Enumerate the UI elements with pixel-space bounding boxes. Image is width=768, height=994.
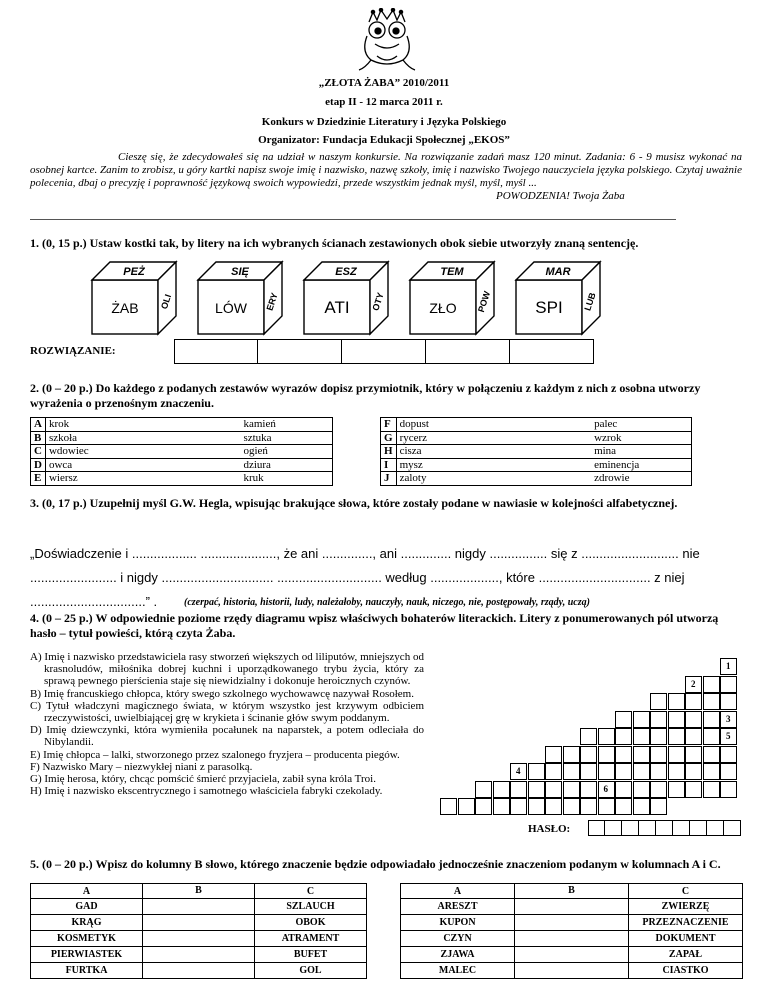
- word-set-row: [381, 445, 692, 459]
- col-a-cell: CZYN: [401, 931, 515, 947]
- task4-clues: [30, 651, 424, 797]
- word-2: wzrok: [591, 431, 691, 445]
- col-a-cell: ZJAWA: [401, 947, 515, 963]
- crossword-cell[interactable]: [685, 728, 702, 745]
- crossword-cell[interactable]: [510, 781, 527, 798]
- col-b-answer[interactable]: [143, 931, 255, 947]
- crossword-cell[interactable]: [510, 798, 527, 815]
- col-b-answer[interactable]: [143, 915, 255, 931]
- crossword-cell[interactable]: [458, 798, 475, 815]
- crossword-cell[interactable]: [493, 798, 510, 815]
- clue: G) Imię herosa, który, chcąc pomścić śmierć przyjaciela, zabił syna króla Troi.: [30, 773, 376, 786]
- col-c-cell: BUFET: [255, 947, 367, 963]
- crossword-cell[interactable]: [440, 798, 457, 815]
- table-row: [31, 931, 367, 947]
- col-b-answer[interactable]: [143, 947, 255, 963]
- password-boxes: [588, 820, 741, 836]
- contest-name: Konkurs w Dziedzinie Literatury i Języka Polskiego: [261, 116, 507, 128]
- word-1: wiersz: [45, 472, 115, 486]
- col-c-cell: PRZEZNACZENIE: [629, 915, 743, 931]
- word-1: wdowiec: [45, 445, 115, 459]
- cube-top-text: SIĘ: [231, 266, 249, 278]
- row-letter: F: [381, 418, 397, 432]
- crossword-cell[interactable]: [668, 746, 685, 763]
- row-letter: D: [31, 458, 46, 472]
- crossword-cell[interactable]: [633, 711, 650, 728]
- col-b-answer[interactable]: [515, 963, 629, 979]
- crossword-number: 2: [691, 678, 696, 689]
- word-set-row: [31, 458, 333, 472]
- crossword-cell[interactable]: [580, 728, 597, 745]
- word-1: rycerz: [396, 431, 456, 445]
- adjective-slot[interactable]: [456, 472, 591, 486]
- col-a-cell: ARESZT: [401, 899, 515, 915]
- task2-prompt: 2. (0 – 20 p.) Do każdego z podanych zestawów wyrazów dopisz przymiotnik, który w połączeniu z każdym z nich z osobna utworzy wyrażenia o przenośnym znaczeniu.: [30, 381, 701, 410]
- crossword-cell[interactable]: [703, 781, 720, 798]
- table-row: [401, 899, 743, 915]
- crossword-cell[interactable]: [650, 693, 667, 710]
- cube-top-text: PEŻ: [123, 266, 145, 278]
- clue: E) Imię chłopca – lalki, stworzonego przez szalonego fryzjera – producenta piegów.: [30, 748, 400, 761]
- crossword-cell[interactable]: [633, 763, 650, 780]
- task5-table-right: [400, 883, 743, 979]
- password-box[interactable]: [724, 820, 741, 836]
- adjective-slot[interactable]: [115, 418, 240, 432]
- crossword-cell[interactable]: [685, 676, 702, 693]
- clue: C) Tytuł władczyni magicznego świata, w którym wszystko jest krzywym odbiciem rzeczywistości, uwielbiającej grę w krykieta i ścinanie głów swym poddanym.: [30, 699, 424, 725]
- crossword-cell[interactable]: [685, 746, 702, 763]
- crossword-cell[interactable]: [528, 781, 545, 798]
- table-row: [31, 963, 367, 979]
- adjective-slot[interactable]: [456, 431, 591, 445]
- table-row: [31, 899, 367, 915]
- crossword-cell[interactable]: [545, 746, 562, 763]
- crossword-cell[interactable]: [615, 728, 632, 745]
- col-a-cell: MALEC: [401, 963, 515, 979]
- clue: B) Imię francuskiego chłopca, który swego szkolnego wychowawcę nazywał Rosołem.: [30, 687, 414, 700]
- crossword-cell[interactable]: [545, 798, 562, 815]
- word-set-row: [31, 431, 333, 445]
- crossword-cell[interactable]: [615, 781, 632, 798]
- frog-logo: [355, 8, 419, 74]
- contest-organizer: Organizator: Fundacja Edukacji Społecznej „EKOS”: [258, 134, 510, 146]
- word-1: cisza: [396, 445, 456, 459]
- password-label: HASŁO:: [528, 823, 571, 835]
- table-row: [401, 931, 743, 947]
- crossword-cell[interactable]: [563, 781, 580, 798]
- crossword-cell[interactable]: [703, 711, 720, 728]
- adjective-slot[interactable]: [115, 472, 240, 486]
- crossword-cell[interactable]: [598, 763, 615, 780]
- row-letter: C: [31, 445, 46, 459]
- col-a-cell: KOSMETYK: [31, 931, 143, 947]
- crossword-cell[interactable]: [720, 676, 737, 693]
- adjective-slot[interactable]: [115, 458, 240, 472]
- word-2: eminencja: [591, 458, 691, 472]
- col-c-cell: DOKUMENT: [629, 931, 743, 947]
- dice-cube: [304, 262, 388, 334]
- crossword-cell[interactable]: [633, 728, 650, 745]
- cube-front-text: ZŁO: [429, 300, 457, 316]
- table-row: [401, 947, 743, 963]
- task5-table-left: [30, 883, 367, 979]
- crossword-number: 4: [516, 766, 521, 776]
- word-1: owca: [45, 458, 115, 472]
- answer-box[interactable]: [510, 339, 594, 364]
- clue: F) Nazwisko Mary – niezwykłej niani z parasolką.: [30, 760, 253, 773]
- word-2: zdrowie: [591, 472, 691, 486]
- cube-top-text: MAR: [545, 266, 571, 278]
- word-1: zaloty: [396, 472, 456, 486]
- crossword-cell[interactable]: [545, 781, 562, 798]
- answer-box[interactable]: [174, 339, 258, 364]
- crossword-cell[interactable]: [720, 711, 737, 728]
- col-a-cell: GAD: [31, 899, 143, 915]
- col-c-cell: OBOK: [255, 915, 367, 931]
- word-set-row: [31, 472, 333, 486]
- crossword-cell[interactable]: [685, 781, 702, 798]
- col-a-cell: FURTKA: [31, 963, 143, 979]
- password-box[interactable]: [639, 820, 656, 836]
- col-b-answer[interactable]: [515, 931, 629, 947]
- word-1: dopust: [396, 418, 456, 432]
- word-2: sztuka: [240, 431, 332, 445]
- word-set-row: [381, 431, 692, 445]
- word-2: kamień: [240, 418, 332, 432]
- crossword-cell[interactable]: [598, 746, 615, 763]
- word-set-row: [381, 458, 692, 472]
- task3-line1: „Doświadczenie i .................. ....................., że ani .............., ani .............. nigdy ................ się z ........................... nie: [30, 546, 700, 561]
- cube-side-text: POW: [475, 289, 493, 314]
- col-c-cell: ZAPAŁ: [629, 947, 743, 963]
- table-row: [401, 963, 743, 979]
- row-letter: J: [381, 472, 397, 486]
- crossword-cell[interactable]: [703, 693, 720, 710]
- closing-text: POWODZENIA! Twoja Żaba: [496, 190, 625, 202]
- crossword-cell[interactable]: [580, 798, 597, 815]
- col-b-header: B: [515, 884, 629, 899]
- password-box[interactable]: [673, 820, 690, 836]
- task3-words: (czerpać, historia, historii, ludy, należałoby, nauczyły, nauk, niczego, nie, postępowały, rządy, uczą): [184, 597, 590, 608]
- crossword-cell[interactable]: [668, 693, 685, 710]
- crossword-cell[interactable]: [720, 728, 737, 745]
- crossword-cell[interactable]: [668, 711, 685, 728]
- word-set-row: [381, 472, 692, 486]
- crossword-cell[interactable]: [598, 728, 615, 745]
- crossword-cell[interactable]: [703, 746, 720, 763]
- col-c-cell: CIASTKO: [629, 963, 743, 979]
- answer-box[interactable]: [258, 339, 342, 364]
- word-1: szkoła: [45, 431, 115, 445]
- answer-box[interactable]: [426, 339, 510, 364]
- answer-boxes: [174, 339, 594, 364]
- crossword-cell[interactable]: [615, 763, 632, 780]
- task3-line2: ........................ i nigdy ............................... ............................. według ..................., które ............................... z niej: [30, 570, 685, 585]
- crossword-cell[interactable]: [720, 781, 737, 798]
- crossword-cell[interactable]: [650, 746, 667, 763]
- crossword-grid: [440, 650, 740, 820]
- adjective-slot[interactable]: [456, 445, 591, 459]
- contest-stage: etap II - 12 marca 2011 r.: [325, 96, 443, 108]
- crossword-cell[interactable]: [650, 781, 667, 798]
- cube-side-text: OLI: [158, 293, 174, 311]
- password-box[interactable]: [690, 820, 707, 836]
- crossword-cell[interactable]: [668, 728, 685, 745]
- col-b-answer[interactable]: [515, 915, 629, 931]
- crossword-cell[interactable]: [615, 746, 632, 763]
- word-1: krok: [45, 418, 115, 432]
- crossword-cell[interactable]: [703, 763, 720, 780]
- col-a-cell: KUPON: [401, 915, 515, 931]
- crossword-cell[interactable]: [650, 798, 667, 815]
- crossword-cell[interactable]: [563, 798, 580, 815]
- crossword-cell[interactable]: [528, 798, 545, 815]
- password-box[interactable]: [707, 820, 724, 836]
- col-c-header: C: [629, 884, 743, 899]
- crossword-cell[interactable]: [545, 763, 562, 780]
- col-c-cell: ZWIERZĘ: [629, 899, 743, 915]
- word-set-row: [381, 418, 692, 432]
- cube-front-text: SPI: [535, 298, 563, 317]
- dice-cube: [516, 262, 600, 334]
- crossword-number: 3: [726, 713, 731, 724]
- col-c-cell: SZLAUCH: [255, 899, 367, 915]
- crossword-number: 1: [726, 661, 731, 671]
- task5-prompt: 5. (0 – 20 p.) Wpisz do kolumny B słowo, którego znaczenie będzie odpowiadało jednocześnie znaczeniom podanym w kolumnach A i C.: [30, 857, 721, 871]
- clue: H) Imię i nazwisko ekscentrycznego i samotnego właściciela fabryki czekolady.: [30, 785, 383, 798]
- col-c-cell: GOL: [255, 963, 367, 979]
- crossword-cell[interactable]: [615, 711, 632, 728]
- col-a-header: A: [401, 884, 515, 899]
- adjective-slot[interactable]: [115, 445, 240, 459]
- crossword-cell[interactable]: [650, 728, 667, 745]
- crossword-cell[interactable]: [475, 798, 492, 815]
- word-2: mina: [591, 445, 691, 459]
- row-letter: E: [31, 472, 46, 486]
- password-box[interactable]: [588, 820, 605, 836]
- word-2: dziura: [240, 458, 332, 472]
- dice-cube: [92, 262, 176, 334]
- task2-table-right: [380, 417, 692, 486]
- col-b-answer[interactable]: [143, 899, 255, 915]
- col-b-answer[interactable]: [515, 947, 629, 963]
- adjective-slot[interactable]: [115, 431, 240, 445]
- crossword-cell[interactable]: [703, 728, 720, 745]
- crossword-cell[interactable]: [563, 746, 580, 763]
- row-letter: H: [381, 445, 397, 459]
- word-set-row: [31, 418, 333, 432]
- crossword-cell[interactable]: [720, 763, 737, 780]
- table-row: [401, 915, 743, 931]
- cube-top-text: TEM: [440, 266, 464, 278]
- clue: A) Imię i nazwisko przedstawiciela rasy stworzeń większych od liliputów, mniejszych od krasnoludów, miłośnika dobrej kuchni i uporządkowanego trybu życia, który za sprawą pewnego pierścienia staje się niewidzialny i dokonuje heroicznych czynów.: [30, 651, 424, 688]
- crossword-cell[interactable]: [493, 781, 510, 798]
- row-letter: A: [31, 418, 46, 432]
- cubes-row: [80, 226, 680, 346]
- crossword-cell[interactable]: [685, 693, 702, 710]
- table-row: [31, 947, 367, 963]
- task1-prompt: 1. (0, 15 p.) Ustaw kostki tak, by litery na ich wybranych ścianach zestawionych obok siebie utworzyły znaną sentencję.: [30, 236, 639, 250]
- crossword-cell[interactable]: [685, 711, 702, 728]
- col-c-header: C: [255, 884, 367, 899]
- word-1: mysz: [396, 458, 456, 472]
- crossword-cell[interactable]: [720, 693, 737, 710]
- answer-box[interactable]: [342, 339, 426, 364]
- word-2: kruk: [240, 472, 332, 486]
- crossword-number: 5: [726, 731, 731, 741]
- crossword-cell[interactable]: [580, 746, 597, 763]
- cube-front-text: ATI: [324, 298, 350, 317]
- row-letter: B: [31, 431, 46, 445]
- col-a-cell: PIERWIASTEK: [31, 947, 143, 963]
- cube-top-text: ESZ: [335, 266, 357, 278]
- table-row: [31, 915, 367, 931]
- crossword-cell[interactable]: [633, 798, 650, 815]
- crossword-cell[interactable]: [720, 746, 737, 763]
- col-b-answer[interactable]: [515, 899, 629, 915]
- crossword-cell[interactable]: [703, 676, 720, 693]
- col-b-answer[interactable]: [143, 963, 255, 979]
- answer-label: ROZWIĄZANIE:: [30, 345, 116, 357]
- crossword-cell[interactable]: [650, 763, 667, 780]
- row-letter: I: [381, 458, 397, 472]
- cube-front-text: LÓW: [215, 300, 247, 316]
- crossword-cell[interactable]: [633, 746, 650, 763]
- crossword-cell[interactable]: [615, 798, 632, 815]
- row-letter: G: [381, 431, 397, 445]
- crossword-cell[interactable]: [475, 781, 492, 798]
- word-set-row: [31, 445, 333, 459]
- crossword-cell[interactable]: [668, 781, 685, 798]
- crossword-cell[interactable]: [580, 781, 597, 798]
- crossword-cell[interactable]: [563, 763, 580, 780]
- crossword-number: 6: [603, 783, 608, 794]
- dice-cube: [410, 262, 494, 334]
- task3-line3: ................................” .: [30, 594, 158, 609]
- crossword-cell[interactable]: [668, 763, 685, 780]
- task4-prompt: 4. (0 – 25 p.) W odpowiednie poziome rzędy diagramu wpisz właściwych bohaterów literackich. Litery z ponumerowanych pól utworzą hasło – tytuł powieści, którą czyta Żaba.: [30, 611, 719, 640]
- crossword-cell[interactable]: [598, 781, 615, 798]
- word-2: ogień: [240, 445, 332, 459]
- divider: [30, 219, 676, 220]
- adjective-slot[interactable]: [456, 418, 591, 432]
- col-a-cell: KRĄG: [31, 915, 143, 931]
- crossword-cell[interactable]: [598, 798, 615, 815]
- cube-side-text: LUB: [582, 291, 598, 313]
- col-a-header: A: [31, 884, 143, 899]
- task3-prompt: 3. (0, 17 p.) Uzupełnij myśl G.W. Hegla, wpisując brakujące słowa, które zostały podane w nawiasie w kolejności alfabetycznej.: [30, 496, 678, 510]
- crossword-cell[interactable]: [510, 763, 527, 780]
- intro-text: Cieszę się, że zdecydowałeś się na udział w naszym konkursie. Na rozwiązanie zadań masz 120 minut. Zadania: 6 - 9 musisz wykonać na osobnej kartce. Zanim to zrobisz, u góry kartki napisz swoje imię i nazwisko, nazwę szkoły, imię i nazwisko Twojego nauczyciela języka polskiego. Czytaj uważnie polecenia, dbaj o precyzję i poprawność językową swoich wypowiedzi, przede wszystkim jednak myśl, myśl, myśl ...: [30, 151, 742, 189]
- task2-table-left: [30, 417, 333, 486]
- clue: D) Imię dziewczynki, która wymieniła pocałunek na naparstek, a potem odleciała do Nibylandii.: [30, 724, 424, 749]
- dice-cube: [198, 262, 282, 334]
- crossword-cell[interactable]: [650, 711, 667, 728]
- password-box[interactable]: [656, 820, 673, 836]
- password-box[interactable]: [605, 820, 622, 836]
- cube-front-text: ŻAB: [111, 300, 139, 316]
- password-box[interactable]: [622, 820, 639, 836]
- crossword-cell[interactable]: [720, 658, 737, 675]
- col-c-cell: ATRAMENT: [255, 931, 367, 947]
- word-2: palec: [591, 418, 691, 432]
- adjective-slot[interactable]: [456, 458, 591, 472]
- cube-side-text: OTY: [370, 291, 386, 313]
- crossword-cell[interactable]: [685, 763, 702, 780]
- col-b-header: B: [143, 884, 255, 899]
- crossword-cell[interactable]: [580, 763, 597, 780]
- contest-title: „ZŁOTA ŻABA” 2010/2011: [318, 77, 450, 89]
- crossword-cell[interactable]: [528, 763, 545, 780]
- crossword-cell[interactable]: [633, 781, 650, 798]
- cube-side-text: ERY: [264, 291, 280, 312]
